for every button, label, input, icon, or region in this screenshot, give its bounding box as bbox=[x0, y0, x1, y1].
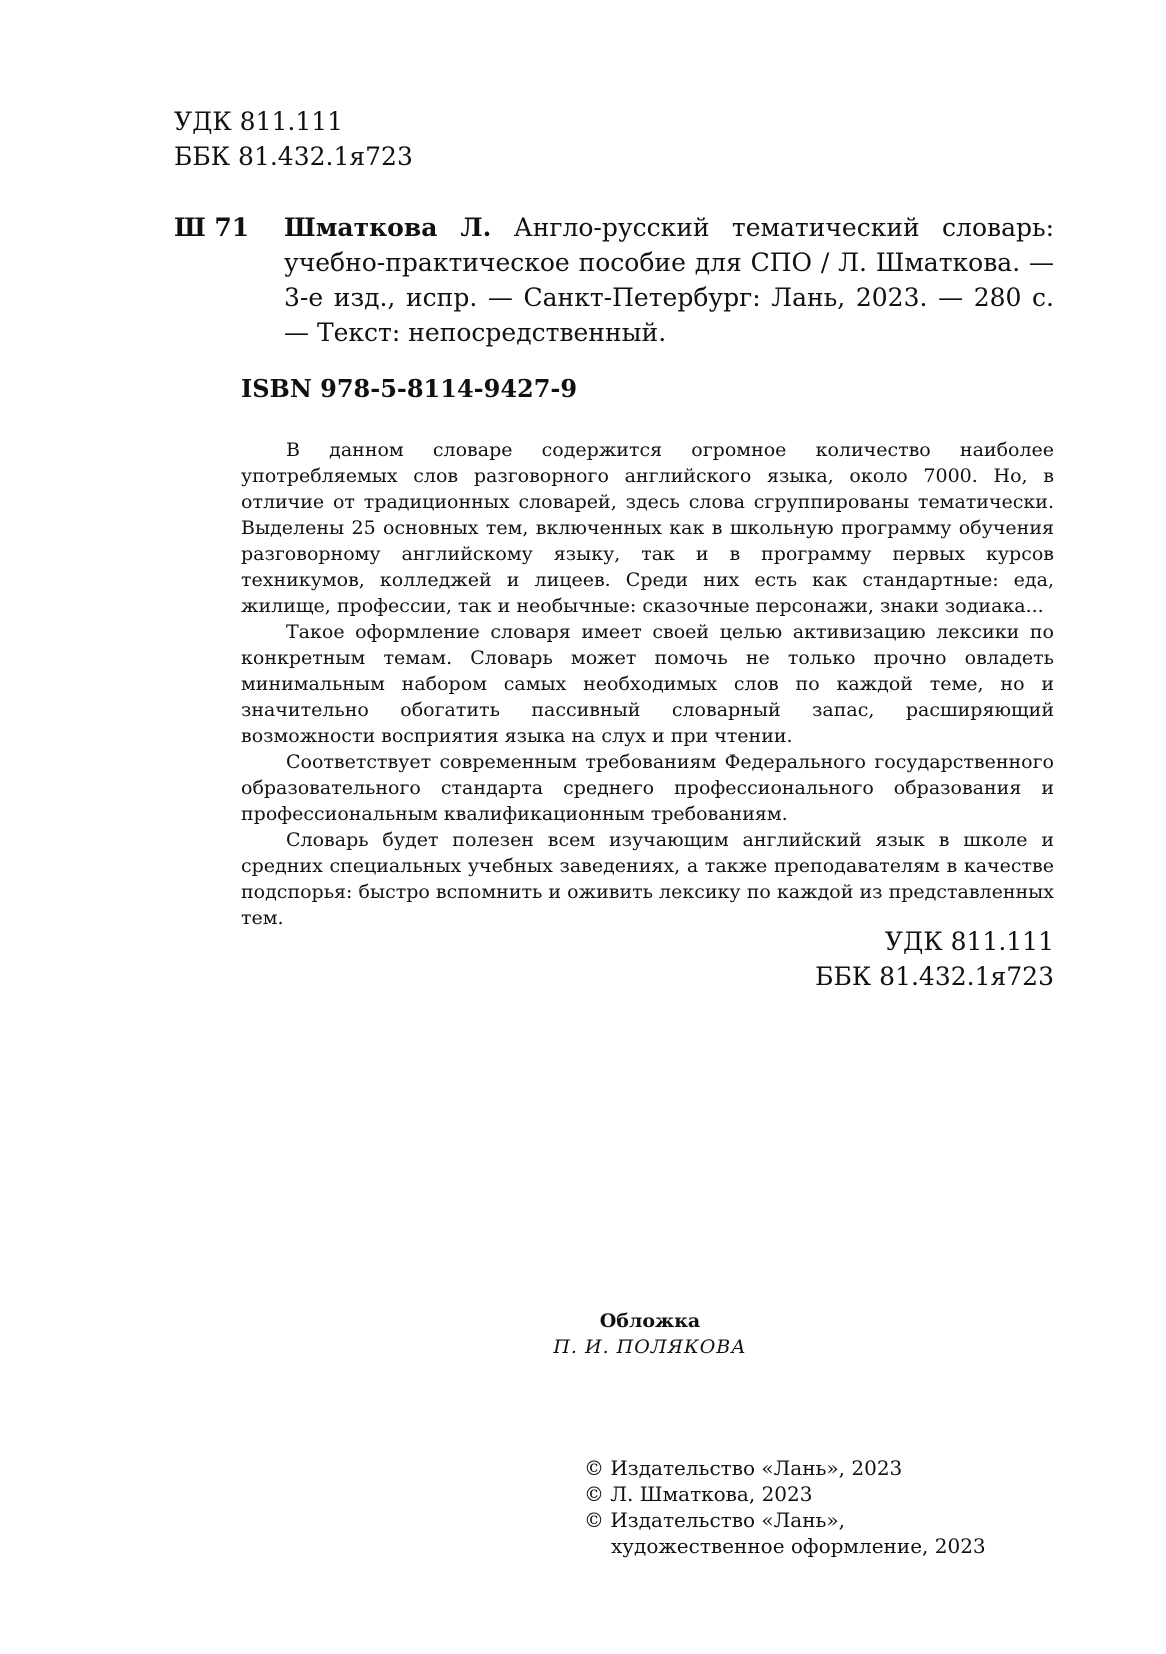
udk-code: УДК 811.111 bbox=[884, 927, 1054, 956]
cover-label: Обложка bbox=[599, 1310, 701, 1332]
copyright-line: © Издательство «Лань», 2023 bbox=[584, 1456, 903, 1480]
copyright-line: © Издательство «Лань», bbox=[584, 1508, 846, 1532]
annotation-paragraph: Такое оформление словаря имеет своей целью активизацию лексики по конкретным темам. Словарь может помочь не только прочно овладеть минимальным набором самых необходимых слов по каждой теме, но и значительно обогатить пассивный словарный запас, расширяющий возможности восприятия языка на слух и при чтении. bbox=[241, 621, 1054, 747]
copyright-block bbox=[584, 1455, 986, 1559]
udk-code: УДК 811.111 bbox=[174, 107, 344, 136]
annotation-paragraph: Соответствует современным требованиям Федерального государственного образовательного стандарта среднего профессионального образования и профессиональным квалификационным требованиям. bbox=[241, 751, 1054, 825]
bibliographic-entry bbox=[174, 210, 1054, 350]
classification-bottom bbox=[815, 924, 1054, 994]
cover-credit bbox=[520, 1308, 780, 1360]
copyright-line: © Л. Шматкова, 2023 bbox=[584, 1482, 813, 1506]
annotation bbox=[241, 437, 1054, 931]
bbk-code: ББК 81.432.1я723 bbox=[815, 962, 1054, 991]
author-sign: Ш 71 bbox=[174, 213, 250, 242]
annotation-paragraph: Словарь будет полезен всем изучающим английский язык в школе и средних специальных учебных заведениях, а также преподавателям в качестве подспорья: быстро вспомнить и оживить лексику по каждой из представленных тем. bbox=[241, 829, 1054, 929]
classification-top bbox=[174, 104, 413, 174]
cover-artist: П. И. ПОЛЯКОВА bbox=[553, 1336, 747, 1358]
entry-body bbox=[284, 210, 1054, 350]
author-name: Шматкова Л. bbox=[284, 213, 492, 242]
annotation-paragraph: В данном словаре содержится огромное количество наиболее употребляемых слов разговорного английского языка, около 7000. Но, в отличие от традиционных словарей, здесь слова сгруппированы тематически. Выделены 25 основных тем, включенных как в школьную программу обучения разговорному английскому языку, так и в программу первых курсов техникумов, колледжей и лицеев. Среди них есть как стандартные: еда, жилище, профессии, так и необычные: сказочные персонажи, знаки зодиака... bbox=[241, 439, 1054, 617]
copyright-line: художественное оформление, 2023 bbox=[611, 1534, 986, 1558]
entry-description: Англо-русский тематический словарь: учебно-практическое пособие для СПО / Л. Шматкова. — 3-е изд., испр. — Санкт-Петербург: Лань, 2023. — 280 с. — Текст: непосредственный. bbox=[284, 213, 1055, 347]
isbn: ISBN 978-5-8114-9427-9 bbox=[241, 374, 578, 403]
bbk-code: ББК 81.432.1я723 bbox=[174, 142, 413, 171]
